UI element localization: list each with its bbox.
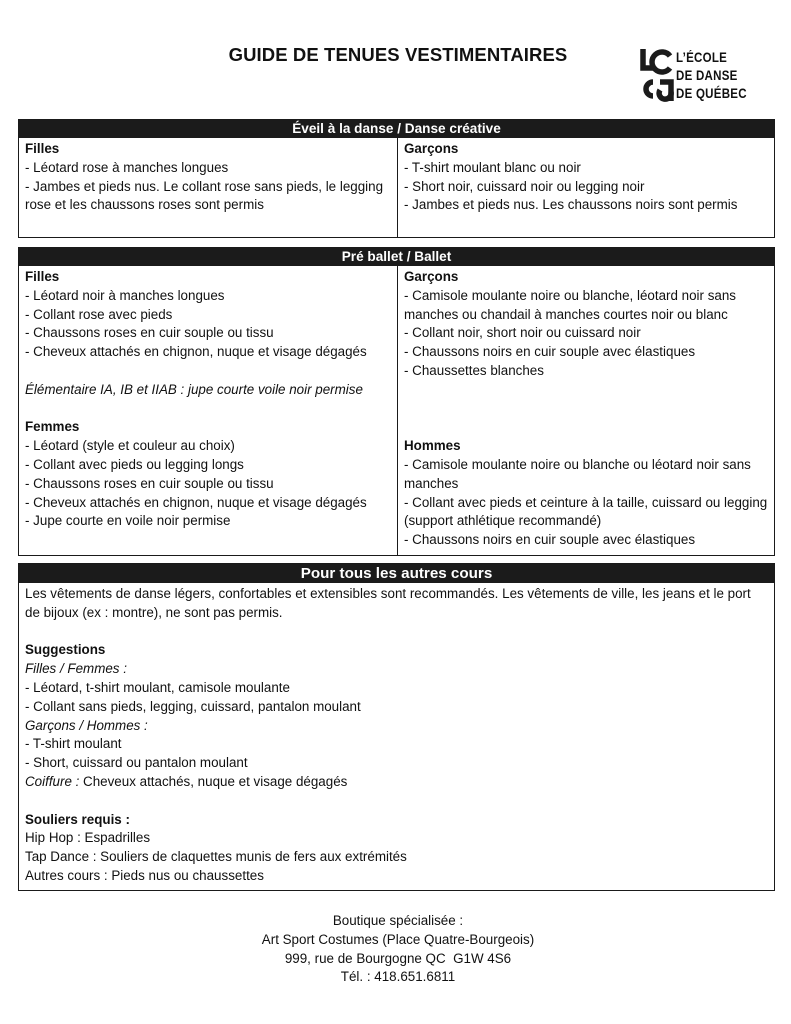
column-heading: Femmes: [25, 419, 80, 435]
column-garcons-hommes: [398, 266, 774, 555]
column-heading: Filles: [25, 141, 60, 156]
list-item: - Léotard rose à manches longues: [25, 159, 229, 175]
logo-line: DE QUÉBEC: [676, 86, 747, 101]
logo-line: L’ÉCOLE: [676, 50, 728, 65]
list-item: - Collant rose avec pieds: [25, 306, 173, 322]
list-item: - Camisole moulante noire ou blanche, léotard noir sans manches ou chandail à manches courtes noir ou blanc: [404, 287, 736, 322]
list-item: - Jambes et pieds nus. Le collant rose sans pieds, le legging rose et les chaussons roses sont permis: [25, 178, 384, 213]
section-ballet: [18, 247, 775, 556]
school-logo: [638, 46, 778, 108]
list-item: Tap Dance : Souliers de claquettes munis de fers aux extrémités: [25, 849, 407, 865]
section-header: Éveil à la danse / Danse créative: [19, 120, 774, 138]
souliers-heading: Souliers requis :: [25, 811, 130, 827]
section-eveil: [18, 119, 775, 238]
intro-text: Les vêtements de danse légers, confortables et extensibles sont recommandés. Les vêtements de ville, les jeans et le port de bijoux (ex : montre), ne sont pas permis.: [25, 586, 751, 620]
section-header: Pré ballet / Ballet: [19, 248, 774, 266]
list-item: - Collant avec pieds ou legging longs: [25, 456, 244, 472]
list-item: - Léotard (style et couleur au choix): [25, 438, 235, 454]
column-filles: [19, 138, 398, 237]
list-item: - Chaussons roses en cuir souple ou tissu: [25, 325, 274, 341]
list-item: - Short, cuissard ou pantalon moulant: [25, 755, 248, 771]
garcons-label: Garçons / Hommes :: [25, 717, 148, 733]
store-label: Boutique spécialisée :: [332, 913, 464, 928]
list-item: - Cheveux attachés en chignon, nuque et visage dégagés: [25, 494, 367, 510]
list-item: - Jupe courte en voile noir permise: [25, 513, 231, 529]
coiffure-line: [25, 773, 768, 792]
list-item: - T-shirt moulant: [25, 736, 122, 752]
level-note: Élémentaire IA, IB et IIAB : jupe courte voile noir permise: [25, 381, 363, 397]
section-body: [19, 583, 774, 886]
list-item: - Jambes et pieds nus. Les chaussons noirs sont permis: [404, 197, 738, 213]
coiffure-text: Cheveux attachés, nuque et visage dégagés: [79, 773, 348, 789]
logo-line: DE DANSE: [676, 68, 738, 83]
list-item: - Collant avec pieds et ceinture à la taille, cuissard ou legging (support athlétique recommandé): [404, 494, 768, 529]
list-item: - Cheveux attachés en chignon, nuque et visage dégagés: [25, 344, 367, 360]
column-garcons: [398, 138, 774, 237]
list-item: - Chaussons noirs en cuir souple avec élastiques: [404, 532, 696, 548]
section-header: Pour tous les autres cours: [19, 564, 774, 583]
list-item: - Léotard, t-shirt moulant, camisole moulante: [25, 679, 290, 695]
coiffure-label: Coiffure :: [25, 773, 80, 789]
suggestions-heading: Suggestions: [25, 642, 106, 658]
column-heading: Filles: [25, 269, 60, 284]
column-filles-femmes: [19, 266, 398, 555]
list-item: - Chaussons noirs en cuir souple avec élastiques: [404, 344, 696, 360]
section-autres-cours: [18, 563, 775, 891]
list-item: - Collant noir, short noir ou cuissard noir: [404, 325, 641, 341]
list-item: Hip Hop : Espadrilles: [25, 830, 151, 846]
list-item: - Léotard noir à manches longues: [25, 287, 225, 303]
list-item: - Short noir, cuissard noir ou legging noir: [404, 178, 645, 194]
store-name: Art Sport Costumes (Place Quatre-Bourgeois): [261, 931, 535, 947]
logo-mark-icon: [638, 46, 674, 106]
list-item: - Chaussons roses en cuir souple ou tissu: [25, 475, 274, 491]
column-heading: Garçons: [404, 269, 459, 284]
logo-text: [676, 49, 747, 103]
list-item: - Collant sans pieds, legging, cuissard, pantalon moulant: [25, 698, 361, 714]
list-item: - T-shirt moulant blanc ou noir: [404, 159, 581, 175]
store-info: [0, 912, 791, 987]
list-item: Autres cours : Pieds nus ou chaussettes: [25, 867, 264, 883]
filles-label: Filles / Femmes :: [25, 661, 127, 677]
list-item: - Chaussettes blanches: [404, 362, 544, 378]
column-heading: Hommes: [404, 438, 461, 454]
column-heading: Garçons: [404, 141, 459, 156]
page-title: GUIDE DE TENUES VESTIMENTAIRES: [228, 44, 568, 65]
store-phone: Tél. : 418.651.6811: [340, 969, 456, 985]
store-address: 999, rue de Bourgogne QC G1W 4S6: [284, 950, 512, 966]
list-item: - Camisole moulante noire ou blanche ou léotard noir sans manches: [404, 456, 751, 491]
